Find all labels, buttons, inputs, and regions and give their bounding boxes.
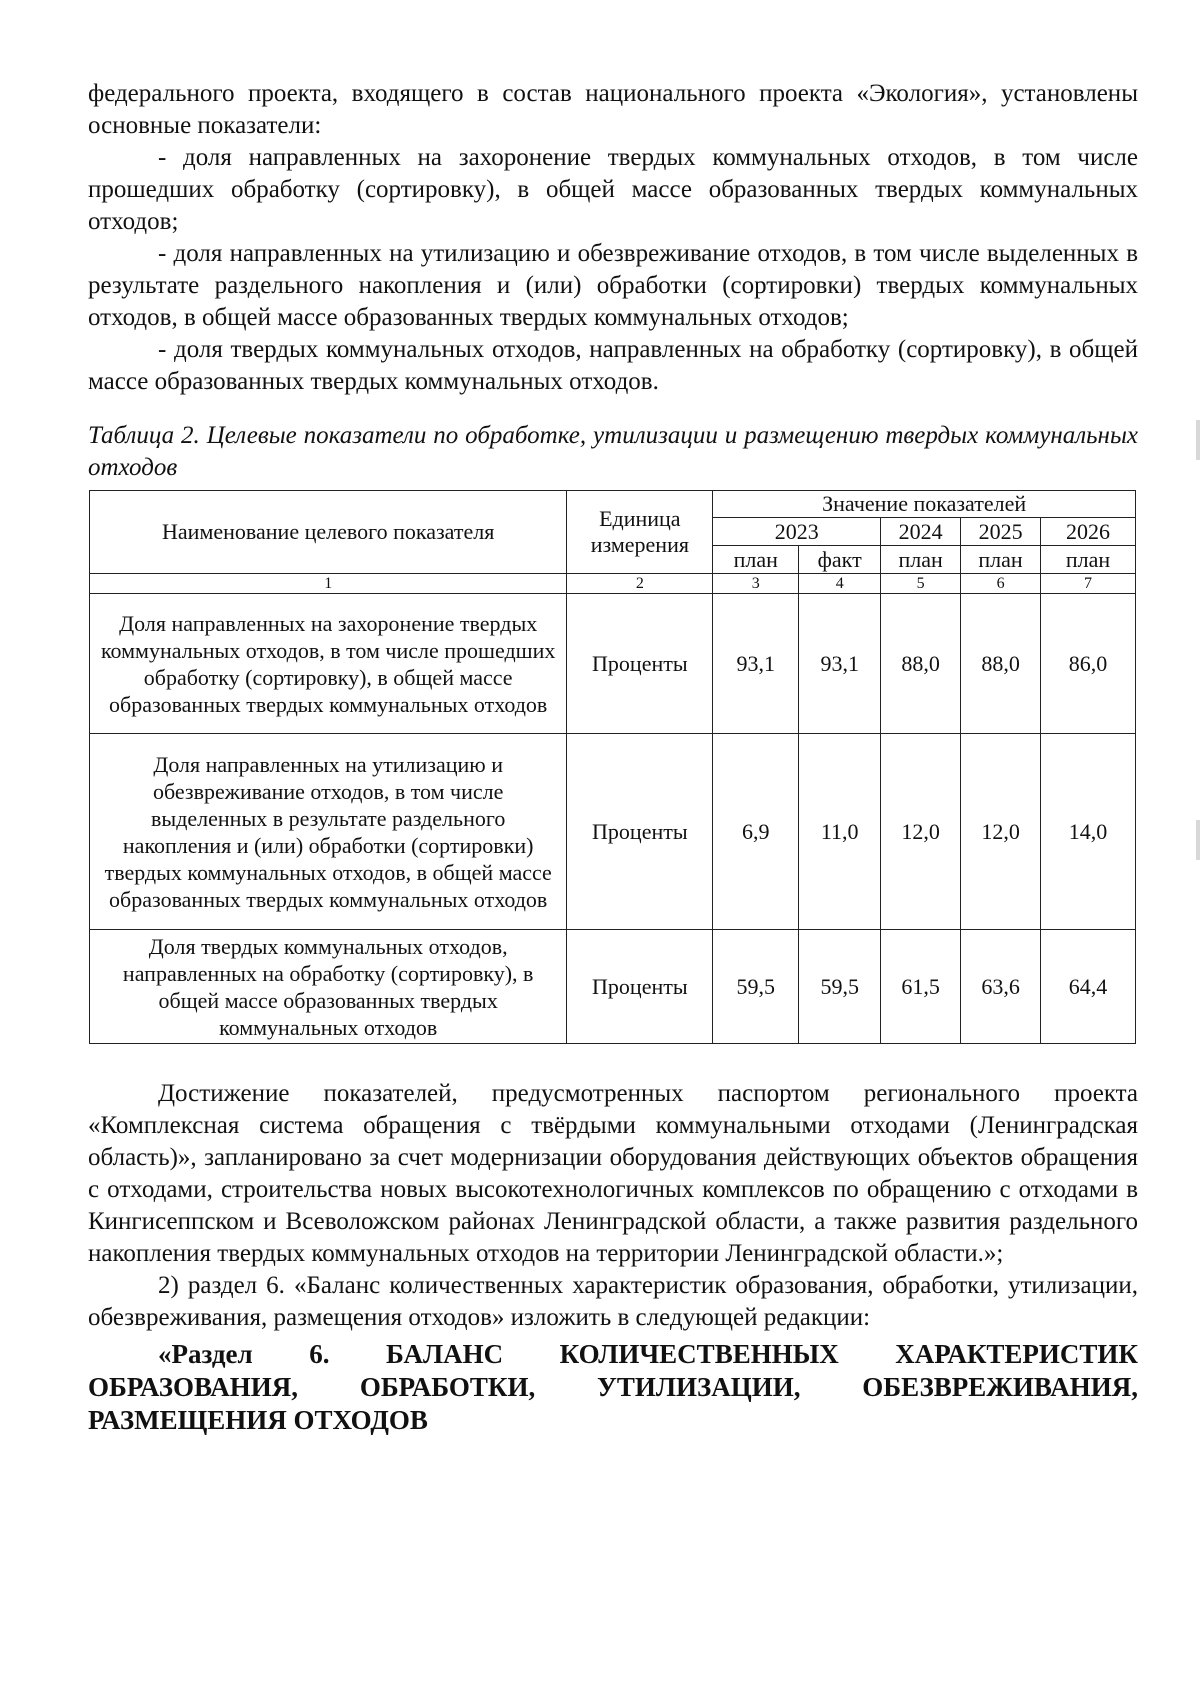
indicator-value: 88,0 <box>881 594 961 734</box>
table-row <box>90 930 1136 1044</box>
indicator-value: 61,5 <box>881 930 961 1044</box>
indicator-value: 59,5 <box>713 930 799 1044</box>
column-number: 5 <box>881 574 961 594</box>
indicator-unit: Проценты <box>567 594 713 734</box>
document-page <box>88 78 1138 1437</box>
column-number: 7 <box>1041 574 1136 594</box>
indicator-unit: Проценты <box>567 734 713 930</box>
indicators-table <box>89 490 1136 1044</box>
closing-paragraph: Достижение показателей, предусмотренных паспортом регионального проекта «Комплексная система обращения с твёрдыми коммунальными отходами (Ленинградская область)», запланировано за счет модернизации оборудования действующих объектов обращения с отходами, строительства новых высокотехнологичных комплексов по обращению с отходами в Кингисеппском и Всеволожском районах Ленинградской области, а также развития раздельного накопления твердых коммунальных отходов на территории Ленинградской области.»; <box>88 1080 1138 1267</box>
header-plan: план <box>961 546 1041 574</box>
header-plan: план <box>713 546 799 574</box>
indicator-name: Доля направленных на утилизацию и обезвреживание отходов, в том числе выделенных в результате раздельного накопления и (или) обработки (сортировки) твердых коммунальных отходов, в общей массе образованных твердых коммунальных отходов <box>90 734 567 930</box>
header-year: 2026 <box>1041 518 1136 546</box>
table-row <box>90 594 1136 734</box>
indicator-unit: Проценты <box>567 930 713 1044</box>
amendment-paragraph: 2) раздел 6. «Баланс количественных характеристик образования, обработки, утилизации, обезвреживания, размещения отходов» изложить в следующей редакции: <box>88 1272 1138 1331</box>
header-year: 2024 <box>881 518 961 546</box>
section-title: «Раздел 6. БАЛАНС КОЛИЧЕСТВЕННЫХ ХАРАКТЕРИСТИК ОБРАЗОВАНИЯ, ОБРАБОТКИ, УТИЛИЗАЦИИ, ОБЕЗВРЕЖИВАНИЯ, РАЗМЕЩЕНИЯ ОТХОДОВ <box>88 1339 1138 1435</box>
scan-edge-mark <box>1196 820 1200 860</box>
bullet-item: - доля направленных на захоронение твердых коммунальных отходов, в том числе прошедших обработку (сортировку), в общей массе образованных твердых коммунальных отходов; <box>88 144 1138 235</box>
indicator-value: 63,6 <box>961 930 1041 1044</box>
indicator-value: 88,0 <box>961 594 1041 734</box>
column-number: 6 <box>961 574 1041 594</box>
indicator-value: 14,0 <box>1041 734 1136 930</box>
column-number: 2 <box>567 574 713 594</box>
indicator-value: 6,9 <box>713 734 799 930</box>
indicator-value: 59,5 <box>799 930 881 1044</box>
header-year: 2023 <box>713 518 881 546</box>
bullet-item: - доля твердых коммунальных отходов, направленных на обработку (сортировку), в общей массе образованных твердых коммунальных отходов. <box>88 336 1138 395</box>
indicator-name: Доля твердых коммунальных отходов, направленных на обработку (сортировку), в общей массе образованных твердых коммунальных отходов <box>90 930 567 1044</box>
header-name: Наименование целевого показателя <box>90 491 567 574</box>
scan-edge-mark <box>1196 420 1200 460</box>
column-number: 1 <box>90 574 567 594</box>
column-number: 4 <box>799 574 881 594</box>
header-plan: план <box>881 546 961 574</box>
indicator-value: 93,1 <box>799 594 881 734</box>
header-values: Значение показателей <box>713 491 1136 518</box>
column-number: 3 <box>713 574 799 594</box>
header-plan: план <box>1041 546 1136 574</box>
bullet-item: - доля направленных на утилизацию и обезвреживание отходов, в том числе выделенных в результате раздельного накопления и (или) обработки (сортировки) твердых коммунальных отходов, в общей массе образованных твердых коммунальных отходов; <box>88 240 1138 331</box>
indicator-name: Доля направленных на захоронение твердых коммунальных отходов, в том числе прошедших обработку (сортировку), в общей массе образованных твердых коммунальных отходов <box>90 594 567 734</box>
indicator-value: 11,0 <box>799 734 881 930</box>
indicator-value: 86,0 <box>1041 594 1136 734</box>
header-unit: Единица измерения <box>567 491 713 574</box>
table-row <box>90 734 1136 930</box>
header-fact: факт <box>799 546 881 574</box>
indicator-value: 93,1 <box>713 594 799 734</box>
header-year: 2025 <box>961 518 1041 546</box>
indicator-value: 12,0 <box>961 734 1041 930</box>
intro-paragraph: федерального проекта, входящего в состав национального проекта «Экология», установлены основные показатели: <box>88 80 1138 139</box>
indicator-value: 64,4 <box>1041 930 1136 1044</box>
indicator-value: 12,0 <box>881 734 961 930</box>
table-caption: Таблица 2. Целевые показатели по обработке, утилизации и размещению твердых коммунальных отходов <box>88 422 1138 481</box>
